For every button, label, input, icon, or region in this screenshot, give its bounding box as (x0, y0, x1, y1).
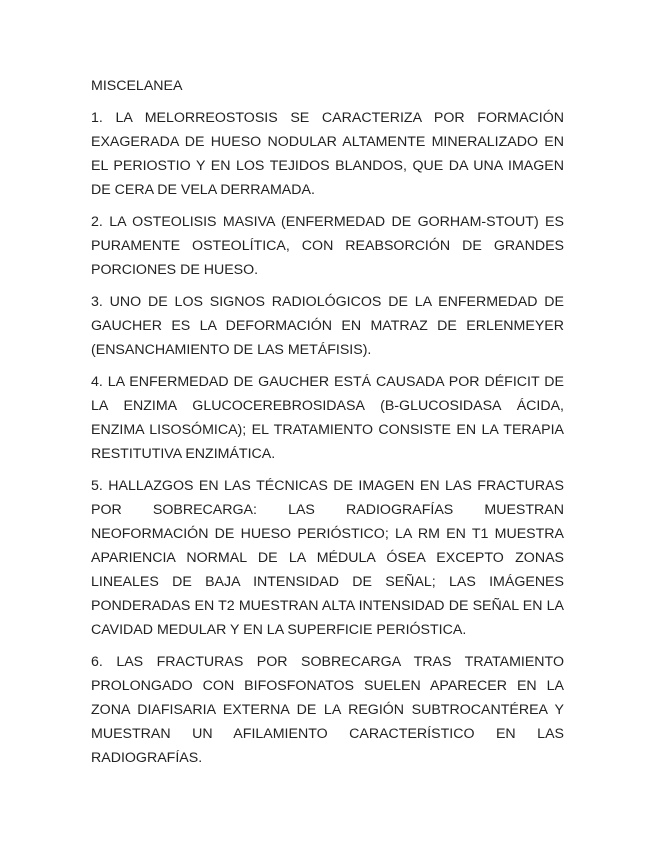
list-item: 2. LA OSTEOLISIS MASIVA (ENFERMEDAD DE GORHAM-STOUT) ES PURAMENTE OSTEOLÍTICA, CON REABSORCIÓN DE GRANDES PORCIONES DE HUESO. (91, 214, 564, 278)
list-item: 3. UNO DE LOS SIGNOS RADIOLÓGICOS DE LA ENFERMEDAD DE GAUCHER ES LA DEFORMACIÓN EN MATRAZ DE ERLENMEYER (ENSANCHAMIENTO DE LAS METÁFISIS). (91, 294, 564, 358)
document-heading: MISCELANEA (91, 78, 183, 94)
list-item: 4. LA ENFERMEDAD DE GAUCHER ESTÁ CAUSADA POR DÉFICIT DE LA ENZIMA GLUCOCEREBROSIDASA (B-GLUCOSIDASA ÁCIDA, ENZIMA LISOSÓMICA); EL TRATAMIENTO CONSISTE EN LA TERAPIA RESTITUTIVA ENZIMÁTICA. (91, 374, 564, 462)
list-item: 6. LAS FRACTURAS POR SOBRECARGA TRAS TRATAMIENTO PROLONGADO CON BIFOSFONATOS SUELEN APARECER EN LA ZONA DIAFISARIA EXTERNA DE LA REGIÓN SUBTROCANTÉREA Y MUESTRAN UN AFILAMIENTO CARACTERÍSTICO EN LAS RADIOGRAFÍAS. (91, 654, 564, 766)
document-page (91, 74, 564, 778)
list-item: 1. LA MELORREOSTOSIS SE CARACTERIZA POR FORMACIÓN EXAGERADA DE HUESO NODULAR ALTAMENTE MINERALIZADO EN EL PERIOSTIO Y EN LOS TEJIDOS BLANDOS, QUE DA UNA IMAGEN DE CERA DE VELA DERRAMADA. (91, 110, 564, 198)
list-item: 5. HALLAZGOS EN LAS TÉCNICAS DE IMAGEN EN LAS FRACTURAS POR SOBRECARGA: LAS RADIOGRAFÍAS MUESTRAN NEOFORMACIÓN DE HUESO PERIÓSTICO; LA RM EN T1 MUESTRA APARIENCIA NORMAL DE LA MÉDULA ÓSEA EXCEPTO ZONAS LINEALES DE BAJA INTENSIDAD DE SEÑAL; LAS IMÁGENES PONDERADAS EN T2 MUESTRAN ALTA INTENSIDAD DE SEÑAL EN LA CAVIDAD MEDULAR Y EN LA SUPERFICIE PERIÓSTICA. (91, 478, 564, 638)
